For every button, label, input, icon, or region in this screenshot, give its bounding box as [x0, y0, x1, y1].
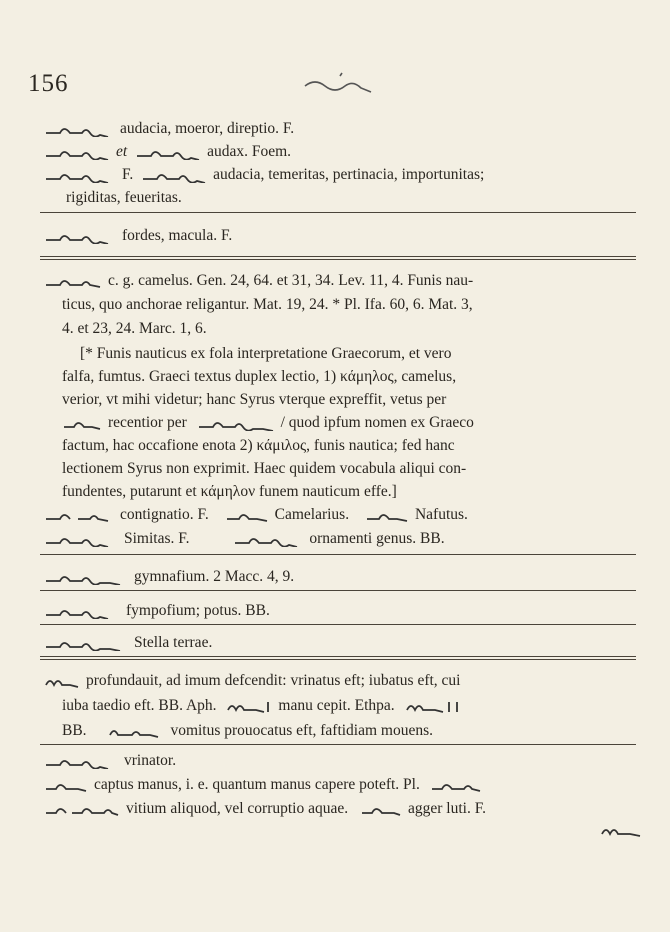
entry-text: audacia, moeror, direptio. F. — [120, 120, 295, 137]
note-line: lectionem Syrus non exprimit. Haec quidem vocabula aliqui con- — [62, 460, 467, 477]
header-syriac-word — [300, 70, 400, 94]
syriac-headword — [225, 507, 269, 521]
syriac-headword — [44, 777, 88, 791]
entry-vitium: vitium aliquod, vel corruptio aquae. agger luti. F. — [44, 798, 646, 819]
entry-audax — [44, 141, 646, 162]
entry-continuation: rigiditas, feueritas. — [66, 189, 182, 206]
entry-contignatio: contignatio. F. Camelarius. Nafutus. — [44, 504, 646, 525]
entry-continuation: BB. vomitus prouocatus eft, faftidiam mouens. — [62, 722, 434, 739]
syriac-word — [226, 698, 272, 712]
syriac-headword — [44, 507, 114, 521]
divider-rule — [40, 212, 636, 213]
entry-text: fordes, macula. F. — [122, 227, 233, 244]
syriac-headword — [360, 801, 402, 815]
divider-rule — [40, 656, 636, 660]
syriac-headword — [44, 673, 80, 687]
syriac-headword — [44, 144, 110, 158]
note-line: factum, hac occafione enota 2) κάμιλος, funis nautica; fed hanc — [62, 437, 455, 454]
note-line: fundentes, putarunt et κάμηλον funem nauticum effe.] — [62, 483, 397, 500]
entry-continuation: 4. et 23, 24. Marc. 1, 6. — [62, 320, 207, 337]
entry-gymnasium: gymnafium. 2 Macc. 4, 9. — [44, 566, 646, 587]
syriac-headword — [44, 273, 102, 287]
syriac-word — [405, 698, 463, 712]
syriac-headword — [135, 144, 201, 158]
divider-rule — [40, 624, 636, 625]
note-line: [* Funis nauticus ex fola interpretatione Graecorum, et vero — [80, 345, 452, 362]
syriac-word — [430, 777, 482, 791]
entry-audacia — [44, 118, 646, 139]
divider-rule — [40, 554, 636, 555]
divider-rule — [40, 590, 636, 591]
syriac-word — [197, 415, 275, 429]
syriac-headword — [233, 531, 303, 545]
syriac-headword — [44, 531, 118, 545]
note-line: verior, vt mihi videtur; hanc Syrus vterque expreffit, vetus per — [62, 391, 447, 408]
catchword-syriac — [600, 822, 646, 836]
syriac-headword — [44, 801, 120, 815]
syriac-headword — [44, 569, 128, 583]
entry-camelus — [44, 270, 646, 291]
syriac-word — [62, 415, 102, 429]
divider-rule — [40, 744, 636, 745]
entry-text: audax. Foem. — [207, 143, 292, 160]
entry-text: F. — [122, 166, 134, 183]
syriac-headword — [44, 753, 118, 767]
entry-text: audacia, temeritas, pertinacia, importunitas; — [213, 166, 485, 183]
syriac-headword — [44, 603, 120, 617]
page-number: 156 — [28, 70, 69, 97]
syriac-headword — [44, 167, 116, 181]
entry-stella-terrae: Stella terrae. — [44, 632, 646, 653]
syriac-headword — [44, 121, 114, 135]
entry-text: c. g. camelus. Gen. 24, 64. et 31, 34. Lev. 11, 4. Funis nau- — [108, 272, 474, 289]
syriac-headword — [44, 228, 116, 242]
entry-captus-manus: captus manus, i. e. quantum manus capere poteft. Pl. — [44, 774, 646, 795]
syriac-headword — [141, 167, 207, 181]
entry-fordes — [44, 225, 646, 246]
entry-continuation: ticus, quo anchorae religantur. Mat. 19, 24. * Pl. Ifa. 60, 6. Mat. 3, — [62, 296, 473, 313]
entry-profundauit: profundauit, ad imum defcendit: vrinatus eft; iubatus eft, cui — [44, 670, 646, 691]
entry-continuation: iuba taedio eft. BB. Aph. manu cepit. Ethpa. — [62, 695, 646, 716]
entry-audacia-temeritas — [44, 164, 646, 185]
note-line: recentior per / quod ipfum nomen ex Graeco — [62, 412, 646, 433]
divider-rule — [40, 256, 636, 260]
entry-vrinator: vrinator. — [44, 750, 646, 771]
entry-sympofium: fympofium; potus. BB. — [44, 600, 646, 621]
entry-text: et — [116, 143, 128, 160]
entry-simitas: Simitas. F. ornamenti genus. BB. — [44, 528, 646, 549]
note-line: falfa, fumtus. Graeci textus duplex lectio, 1) κάμηλος, camelus, — [62, 368, 457, 385]
syriac-headword — [365, 507, 409, 521]
syriac-headword — [44, 635, 128, 649]
syriac-word — [108, 723, 164, 737]
